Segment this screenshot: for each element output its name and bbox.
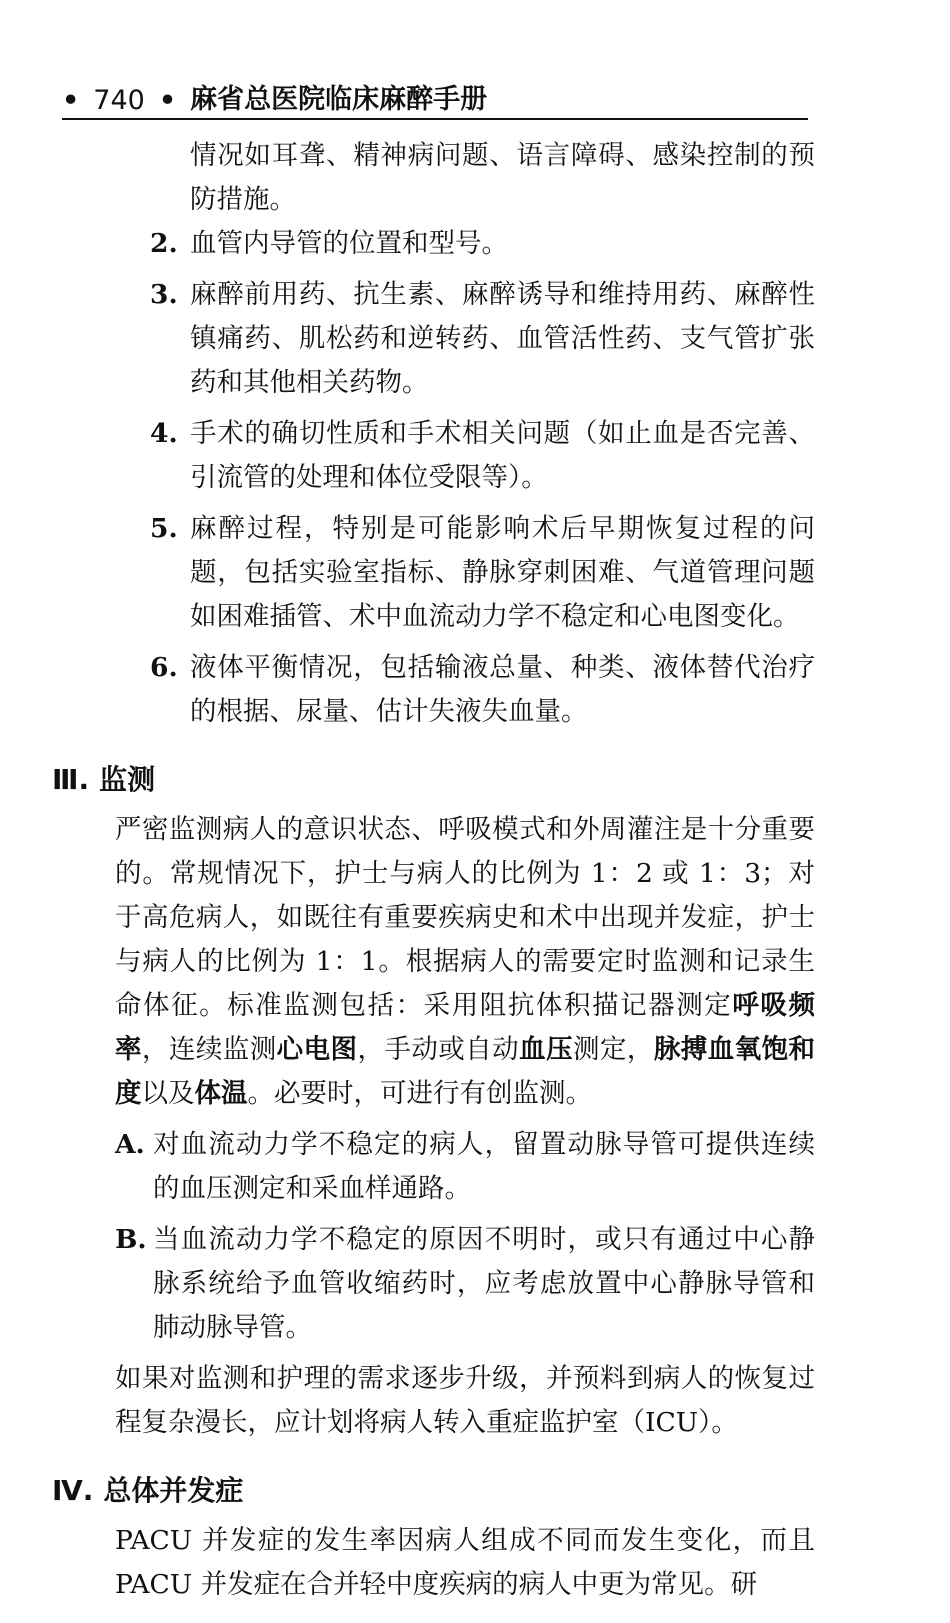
paragraph-text: ，连续监测	[141, 1034, 277, 1065]
bold-term: 体温	[194, 1078, 248, 1109]
item-letter: B.	[115, 1224, 147, 1255]
item-text: 对血流动力学不稳定的病人，留置动脉导管可提供连续的血压测定和采血样通路。	[153, 1129, 815, 1204]
section-title: 监测	[99, 763, 156, 796]
paragraph-text: ，手动或自动	[357, 1034, 520, 1065]
list-item	[150, 646, 815, 734]
item-text: 当血流动力学不稳定的原因不明时，或只有通过中心静脉系统给予血管收缩药时，应考虑放置中心静脉导管和肺动脉导管。	[153, 1224, 815, 1343]
paragraph-text: 。必要时，可进行有创监测。	[247, 1078, 592, 1109]
section-number: Ⅳ.	[52, 1474, 94, 1507]
icu-paragraph: 如果对监测和护理的需求逐步升级，并预料到病人的恢复过程复杂漫长，应计划将病人转入重症监护室（ICU）。	[115, 1363, 815, 1438]
item-text: 血管内导管的位置和型号。	[190, 228, 508, 259]
list-item	[115, 1123, 815, 1211]
item-text: 麻醉前用药、抗生素、麻醉诱导和维持用药、麻醉性镇痛药、肌松药和逆转药、血管活性药、支气管扩张药和其他相关药物。	[190, 279, 815, 398]
item-number: 2.	[150, 228, 178, 259]
item-text: 麻醉过程，特别是可能影响术后早期恢复过程的问题，包括实验室指标、静脉穿刺困难、气道管理问题如困难插管、术中血流动力学不稳定和心电图变化。	[190, 513, 815, 632]
section-title: 总体并发症	[103, 1474, 244, 1507]
list-item	[150, 412, 815, 500]
paragraph-text: 严密监测病人的意识状态、呼吸模式和外周灌注是十分重要的。常规情况下，护士与病人的比例为 1：2 或 1：3；对于高危病人，如既往有重要疾病史和术中出现并发症，护士与病人的比例为 1：1。根据病人的需要定时监测和记录生命体征。标准监测包括：采用阻抗体积描记器测定	[115, 814, 815, 1021]
page-body	[52, 134, 816, 1614]
page-number: 740	[93, 85, 145, 116]
list-item	[150, 507, 815, 639]
continuation-text: 情况如耳聋、精神病问题、语言障碍、感染控制的预防措施。	[190, 140, 815, 215]
bold-term: 心电图	[276, 1034, 358, 1065]
paragraph-text: 测定，	[573, 1034, 654, 1065]
page-header	[62, 78, 808, 120]
section-heading-complications	[52, 1469, 815, 1513]
bullet-dot-icon: •	[62, 85, 80, 116]
paragraph-text: 以及	[141, 1078, 195, 1109]
book-title: 麻省总医院临床麻醉手册	[190, 84, 488, 115]
section-number: Ⅲ.	[52, 763, 90, 796]
item-text: 液体平衡情况，包括输液总量、种类、液体替代治疗的根据、尿量、估计失液失血量。	[190, 652, 815, 727]
item-letter: A.	[115, 1129, 145, 1160]
monitoring-paragraph	[115, 808, 815, 1116]
item-number: 5.	[150, 513, 178, 544]
item-text: 手术的确切性质和手术相关问题（如止血是否完善、引流管的处理和体位受限等）。	[190, 418, 815, 493]
list-item	[150, 273, 815, 405]
bold-term: 血压	[519, 1034, 574, 1065]
complications-paragraph: PACU 并发症的发生率因病人组成不同而发生变化，而且 PACU 并发症在合并轻中度疾病的病人中更为常见。研	[115, 1525, 815, 1600]
item-number: 6.	[150, 652, 178, 683]
item-number: 4.	[150, 418, 178, 449]
bold-term: 脉搏血氧饱和度	[115, 1034, 816, 1109]
bold-term: 呼吸频率	[115, 990, 815, 1065]
numbered-list	[115, 222, 815, 734]
section-heading-monitoring	[52, 758, 815, 802]
bullet-dot-icon: •	[158, 85, 177, 116]
lettered-list	[115, 1123, 815, 1350]
list-item	[115, 1218, 815, 1350]
item-number: 3.	[150, 279, 178, 310]
list-item	[150, 222, 815, 266]
